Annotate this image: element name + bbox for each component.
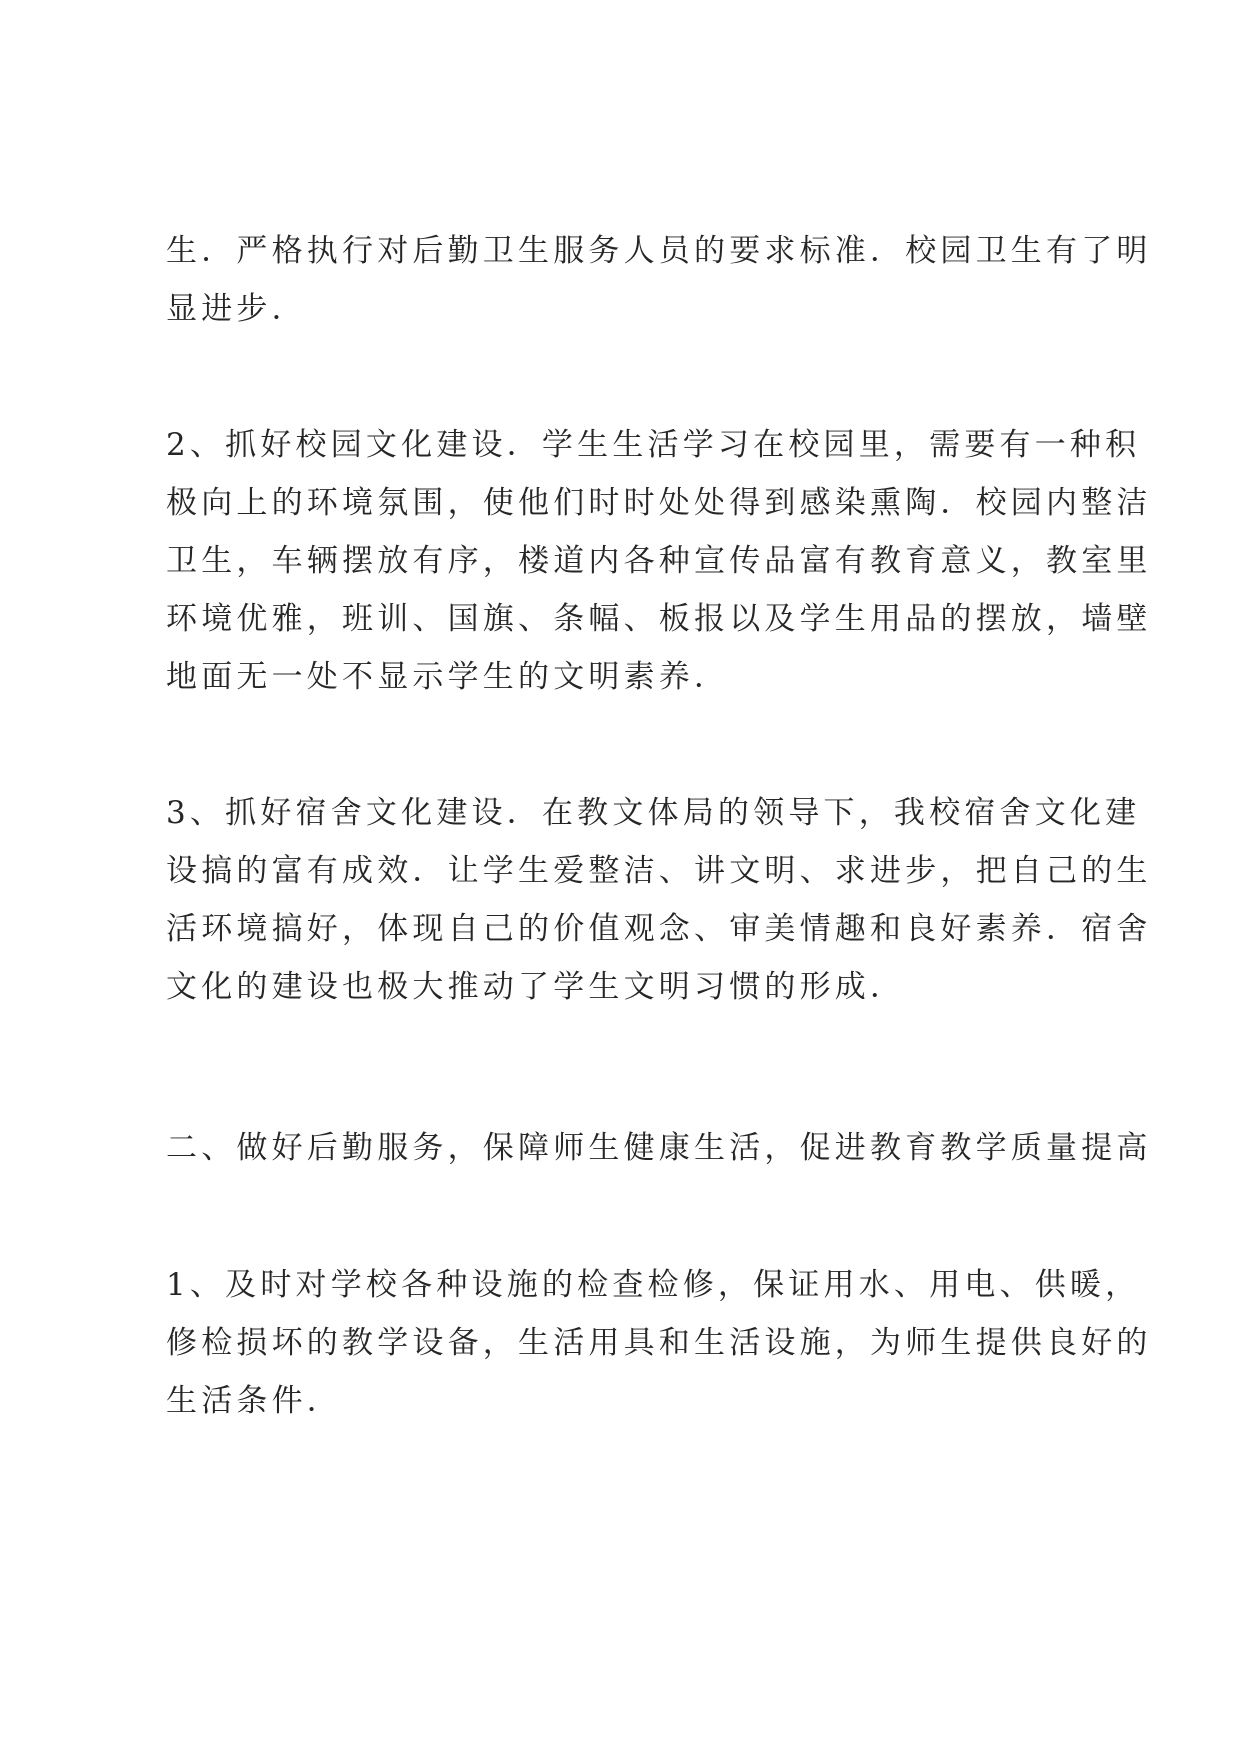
text-line: 地面无一处不显示学生的文明素养． bbox=[166, 659, 730, 695]
text-line: 设搞的富有成效．让学生爱整洁、讲文明、求进步，把自己的生 bbox=[166, 853, 1152, 889]
text-line: 3、抓好宿舍文化建设．在教文体局的领导下，我校宿舍文化建 bbox=[166, 795, 1141, 831]
text-line: 二、做好后勤服务，保障师生健康生活，促进教育教学质量提高 bbox=[166, 1130, 1152, 1166]
text-line: 环境优雅，班训、国旗、条幅、板报以及学生用品的摆放，墙壁 bbox=[166, 601, 1152, 637]
text-line: 生活条件． bbox=[166, 1383, 342, 1419]
text-line: 卫生，车辆摆放有序，楼道内各种宣传品富有教育意义，教室里 bbox=[166, 543, 1152, 579]
text-line: 修检损坏的教学设备，生活用具和生活设施，为师生提供良好的 bbox=[166, 1325, 1152, 1361]
text-line: 2、抓好校园文化建设．学生生活学习在校园里，需要有一种积 bbox=[166, 427, 1141, 463]
text-line: 活环境搞好，体现自己的价值观念、审美情趣和良好素养．宿舍 bbox=[166, 911, 1152, 947]
text-line: 极向上的环境氛围，使他们时时处处得到感染熏陶．校园内整洁 bbox=[166, 485, 1152, 521]
text-line: 显进步． bbox=[166, 291, 307, 327]
paragraph-dormitory-culture bbox=[166, 784, 1152, 1016]
paragraph-facility-inspection bbox=[166, 1256, 1152, 1430]
section-heading-logistics-service bbox=[166, 1119, 1152, 1177]
paragraph-sanitation-continued bbox=[166, 222, 1152, 338]
paragraph-campus-culture bbox=[166, 416, 1152, 706]
text-line: 文化的建设也极大推动了学生文明习惯的形成． bbox=[166, 969, 906, 1005]
text-line: 1、及时对学校各种设施的检查检修，保证用水、用电、供暖， bbox=[166, 1267, 1141, 1303]
text-line: 生．严格执行对后勤卫生服务人员的要求标准．校园卫生有了明 bbox=[166, 233, 1152, 269]
